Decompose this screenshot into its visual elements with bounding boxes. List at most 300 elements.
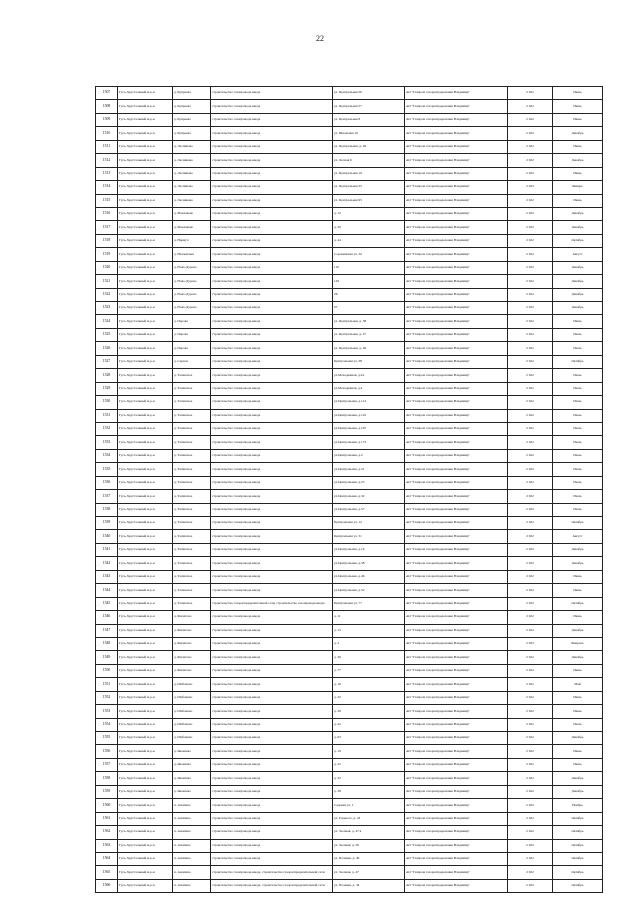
- table-row: [96, 355, 603, 368]
- table-row: [96, 758, 603, 771]
- num-cell: 1565: [96, 866, 118, 879]
- work-cell: строительство газопровода-ввода: [211, 732, 333, 745]
- operator-cell: АО "Газпром газораспределение Владимир": [405, 705, 508, 718]
- work-cell: строительство газопровода-ввода: [211, 718, 333, 731]
- num-cell: 1537: [96, 490, 118, 503]
- year-cell: 2 022: [508, 758, 553, 771]
- year-cell: 2 022: [508, 691, 553, 704]
- settlement-cell: д. Лесниково: [173, 181, 211, 194]
- table-row: [96, 812, 603, 825]
- num-cell: 1535: [96, 463, 118, 476]
- year-cell: 2 022: [508, 449, 553, 462]
- address-cell: ул. Центральная, д. 38: [333, 315, 405, 328]
- table-row: [96, 678, 603, 691]
- work-cell: строительство газопровода-ввода, строительство газораспределительной сети: [211, 866, 333, 879]
- num-cell: 1560: [96, 799, 118, 812]
- month-cell: Октябрь: [553, 852, 603, 865]
- work-cell: строительство газопровода-ввода: [211, 87, 333, 100]
- work-cell: строительство газопровода-ввода: [211, 705, 333, 718]
- operator-cell: АО "Газпром газораспределение Владимир": [405, 718, 508, 731]
- table-row: [96, 543, 603, 556]
- settlement-cell: д. Тасинское: [173, 396, 211, 409]
- operator-cell: АО "Газпром газораспределение Владимир": [405, 261, 508, 274]
- table-row: [96, 100, 603, 113]
- year-cell: 2 022: [508, 597, 553, 610]
- operator-cell: АО "Газпром газораспределение Владимир": [405, 342, 508, 355]
- municipality-cell: Гусь-Хрустальный м.р-н: [118, 570, 173, 583]
- operator-cell: АО "Газпром газораспределение Владимир": [405, 113, 508, 126]
- work-cell: строительство газопровода-ввода: [211, 543, 333, 556]
- settlement-cell: п. Анопино: [173, 866, 211, 879]
- address-cell: 145: [333, 275, 405, 288]
- operator-cell: АО "Газпром газораспределение Владимир": [405, 651, 508, 664]
- table-row: [96, 879, 603, 892]
- address-cell: ул.Центральная, д.46: [333, 570, 405, 583]
- operator-cell: АО "Газпром газораспределение Владимир": [405, 422, 508, 435]
- table-row: [96, 181, 603, 194]
- municipality-cell: Гусь-Хрустальный м.р-н: [118, 557, 173, 570]
- municipality-cell: Гусь-Хрустальный м.р-н: [118, 503, 173, 516]
- address-cell: д. 63: [333, 732, 405, 745]
- num-cell: 1538: [96, 503, 118, 516]
- settlement-cell: д. Купреево: [173, 127, 211, 140]
- operator-cell: АО "Газпром газораспределение Владимир": [405, 691, 508, 704]
- settlement-cell: д. Сергеи: [173, 355, 211, 368]
- settlement-cell: д. Ново-Дурово: [173, 261, 211, 274]
- num-cell: 1539: [96, 517, 118, 530]
- table-body: [96, 87, 603, 893]
- year-cell: 2 022: [508, 422, 553, 435]
- municipality-cell: Гусь-Хрустальный м.р-н: [118, 678, 173, 691]
- work-cell: строительство газопровода-ввода: [211, 140, 333, 153]
- year-cell: 2 022: [508, 705, 553, 718]
- table-row: [96, 248, 603, 261]
- month-cell: Декабрь: [553, 624, 603, 637]
- month-cell: Июль: [553, 436, 603, 449]
- month-cell: Октябрь: [553, 812, 603, 825]
- month-cell: Июль: [553, 382, 603, 395]
- work-cell: строительство газопровода-ввода: [211, 758, 333, 771]
- num-cell: 1524: [96, 315, 118, 328]
- settlement-cell: д. Шабаново: [173, 691, 211, 704]
- year-cell: 2 022: [508, 490, 553, 503]
- settlement-cell: д. Нечаевская: [173, 248, 211, 261]
- work-cell: строительство газопровода-ввода: [211, 288, 333, 301]
- municipality-cell: Гусь-Хрустальный м.р-н: [118, 826, 173, 839]
- address-cell: ул. Центральная 95: [333, 194, 405, 207]
- num-cell: 1508: [96, 100, 118, 113]
- settlement-cell: д. Филатово: [173, 611, 211, 624]
- num-cell: 1515: [96, 194, 118, 207]
- month-cell: Декабрь: [553, 261, 603, 274]
- operator-cell: АО "Газпром газораспределение Владимир": [405, 866, 508, 879]
- address-cell: ул. Центральная 8: [333, 113, 405, 126]
- work-cell: строительство газопровода-ввода: [211, 624, 333, 637]
- year-cell: 2 022: [508, 207, 553, 220]
- operator-cell: АО "Газпром газораспределение Владимир": [405, 181, 508, 194]
- work-cell: строительство газопровода-ввода: [211, 584, 333, 597]
- year-cell: 2 022: [508, 87, 553, 100]
- municipality-cell: Гусь-Хрустальный м.р-н: [118, 449, 173, 462]
- work-cell: строительство газопровода-ввода: [211, 221, 333, 234]
- operator-cell: АО "Газпром газораспределение Владимир": [405, 382, 508, 395]
- municipality-cell: Гусь-Хрустальный м.р-н: [118, 852, 173, 865]
- operator-cell: АО "Газпром газораспределение Владимир": [405, 463, 508, 476]
- year-cell: 2 022: [508, 866, 553, 879]
- year-cell: 2 022: [508, 503, 553, 516]
- month-cell: Июнь: [553, 100, 603, 113]
- address-cell: ул. Заочная, д. 47: [333, 866, 405, 879]
- num-cell: 1536: [96, 476, 118, 489]
- num-cell: 1525: [96, 328, 118, 341]
- month-cell: Июнь: [553, 611, 603, 624]
- work-cell: строительство газопровода-ввода: [211, 328, 333, 341]
- operator-cell: АО "Газпром газораспределение Владимир": [405, 799, 508, 812]
- municipality-cell: Гусь-Хрустальный м.р-н: [118, 261, 173, 274]
- table-row: [96, 637, 603, 650]
- operator-cell: АО "Газпром газораспределение Владимир": [405, 611, 508, 624]
- operator-cell: АО "Газпром газораспределение Владимир": [405, 127, 508, 140]
- table-row: [96, 664, 603, 677]
- table-row: [96, 490, 603, 503]
- address-cell: д. 32: [333, 691, 405, 704]
- operator-cell: АО "Газпром газораспределение Владимир": [405, 785, 508, 798]
- year-cell: 2 022: [508, 369, 553, 382]
- settlement-cell: д. Филатово: [173, 637, 211, 650]
- address-cell: д. 12: [333, 207, 405, 220]
- month-cell: Июль: [553, 718, 603, 731]
- work-cell: строительство газопровода-ввода: [211, 355, 333, 368]
- operator-cell: АО "Газпром газораспределение Владимир": [405, 732, 508, 745]
- month-cell: Октябрь: [553, 517, 603, 530]
- year-cell: 2 022: [508, 785, 553, 798]
- settlement-cell: д. Лесниково: [173, 167, 211, 180]
- table-row: [96, 584, 603, 597]
- address-cell: ул.Центральная, д.23: [333, 476, 405, 489]
- operator-cell: АО "Газпром газораспределение Владимир": [405, 758, 508, 771]
- operator-cell: АО "Газпром газораспределение Владимир": [405, 234, 508, 247]
- year-cell: 2 022: [508, 275, 553, 288]
- work-cell: строительство газопровода-ввода: [211, 396, 333, 409]
- operator-cell: АО "Газпром газораспределение Владимир": [405, 167, 508, 180]
- month-cell: Декабрь: [553, 772, 603, 785]
- year-cell: 2 023: [508, 637, 553, 650]
- address-cell: д. 38: [333, 785, 405, 798]
- settlement-cell: д. Маклаково: [173, 207, 211, 220]
- municipality-cell: Гусь-Хрустальный м.р-н: [118, 315, 173, 328]
- settlement-cell: д. Ново-Дурово: [173, 288, 211, 301]
- table-row: [96, 127, 603, 140]
- num-cell: 1548: [96, 637, 118, 650]
- table-row: [96, 275, 603, 288]
- operator-cell: АО "Газпром газораспределение Владимир": [405, 664, 508, 677]
- num-cell: 1526: [96, 342, 118, 355]
- settlement-cell: д. Шабаново: [173, 718, 211, 731]
- year-cell: 2 022: [508, 879, 553, 892]
- month-cell: Июль: [553, 476, 603, 489]
- settlement-cell: д. Шабаново: [173, 705, 211, 718]
- municipality-cell: Гусь-Хрустальный м.р-н: [118, 288, 173, 301]
- num-cell: 1566: [96, 879, 118, 892]
- month-cell: Июнь: [553, 140, 603, 153]
- year-cell: 2 022: [508, 154, 553, 167]
- work-cell: строительство газопровода-ввода: [211, 194, 333, 207]
- operator-cell: АО "Газпром газораспределение Владимир": [405, 154, 508, 167]
- table-row: [96, 530, 603, 543]
- table-row: [96, 624, 603, 637]
- municipality-cell: Гусь-Хрустальный м.р-н: [118, 355, 173, 368]
- operator-cell: АО "Газпром газораспределение Владимир": [405, 436, 508, 449]
- num-cell: 1542: [96, 557, 118, 570]
- municipality-cell: Гусь-Хрустальный м.р-н: [118, 745, 173, 758]
- month-cell: Декабрь: [553, 127, 603, 140]
- num-cell: 1561: [96, 812, 118, 825]
- year-cell: 2 022: [508, 852, 553, 865]
- table-row: [96, 396, 603, 409]
- num-cell: 1554: [96, 718, 118, 731]
- operator-cell: АО "Газпром газораспределение Владимир": [405, 409, 508, 422]
- month-cell: Июнь: [553, 113, 603, 126]
- settlement-cell: д. Тасинское: [173, 503, 211, 516]
- operator-cell: АО "Газпром газораспределение Владимир": [405, 194, 508, 207]
- month-cell: Октябрь: [553, 866, 603, 879]
- month-cell: Декабрь: [553, 732, 603, 745]
- table-row: [96, 315, 603, 328]
- month-cell: Июль: [553, 328, 603, 341]
- address-cell: ул.Центральная, д.21: [333, 463, 405, 476]
- operator-cell: АО "Газпром газораспределение Владимир": [405, 852, 508, 865]
- num-cell: 1510: [96, 127, 118, 140]
- year-cell: 2 022: [508, 463, 553, 476]
- year-cell: 2 022: [508, 355, 553, 368]
- address-cell: ул. Центральная, д. 49: [333, 140, 405, 153]
- address-cell: ул. Центральная 57: [333, 100, 405, 113]
- num-cell: 1544: [96, 584, 118, 597]
- municipality-cell: Гусь-Хрустальный м.р-н: [118, 732, 173, 745]
- settlement-cell: п. Анопино: [173, 839, 211, 852]
- municipality-cell: Гусь-Хрустальный м.р-н: [118, 799, 173, 812]
- year-cell: 2 022: [508, 611, 553, 624]
- table-row: [96, 328, 603, 341]
- year-cell: 2 022: [508, 127, 553, 140]
- month-cell: Июнь: [553, 570, 603, 583]
- operator-cell: АО "Газпром газораспределение Владимир": [405, 369, 508, 382]
- settlement-cell: д. Тасинское: [173, 557, 211, 570]
- month-cell: Июль: [553, 422, 603, 435]
- work-cell: строительство газопровода-ввода: [211, 812, 333, 825]
- work-cell: строительство газопровода-ввода: [211, 342, 333, 355]
- settlement-cell: д. Тасинское: [173, 597, 211, 610]
- operator-cell: АО "Газпром газораспределение Владимир": [405, 637, 508, 650]
- address-cell: ул. Школьная 16: [333, 127, 405, 140]
- table-row: [96, 517, 603, 530]
- municipality-cell: Гусь-Хрустальный м.р-н: [118, 328, 173, 341]
- address-cell: Центральная ул, 77: [333, 597, 405, 610]
- work-cell: строительство газопровода-ввода: [211, 839, 333, 852]
- num-cell: 1528: [96, 369, 118, 382]
- address-cell: 26: [333, 288, 405, 301]
- municipality-cell: Гусь-Хрустальный м.р-н: [118, 691, 173, 704]
- municipality-cell: Гусь-Хрустальный м.р-н: [118, 154, 173, 167]
- month-cell: Январь: [553, 181, 603, 194]
- municipality-cell: Гусь-Хрустальный м.р-н: [118, 879, 173, 892]
- table-row: [96, 261, 603, 274]
- work-cell: строительство газопровода-ввода: [211, 826, 333, 839]
- address-cell: ул.Центральная, д.114: [333, 396, 405, 409]
- month-cell: Декабрь: [553, 543, 603, 556]
- work-cell: строительство газопровода-ввода: [211, 745, 333, 758]
- work-cell: строительство газопровода-ввода: [211, 678, 333, 691]
- num-cell: 1514: [96, 181, 118, 194]
- work-cell: строительство газопровода-ввода: [211, 382, 333, 395]
- municipality-cell: Гусь-Хрустальный м.р-н: [118, 113, 173, 126]
- address-cell: 67: [333, 302, 405, 315]
- work-cell: строительство газопровода-ввода: [211, 530, 333, 543]
- num-cell: 1518: [96, 234, 118, 247]
- month-cell: Декабрь: [553, 302, 603, 315]
- operator-cell: АО "Газпром газораспределение Владимир": [405, 396, 508, 409]
- municipality-cell: Гусь-Хрустальный м.р-н: [118, 530, 173, 543]
- year-cell: 2 022: [508, 396, 553, 409]
- num-cell: 1532: [96, 422, 118, 435]
- operator-cell: АО "Газпром газораспределение Владимир": [405, 503, 508, 516]
- month-cell: Июль: [553, 449, 603, 462]
- settlement-cell: д. Тасинское: [173, 476, 211, 489]
- num-cell: 1559: [96, 785, 118, 798]
- settlement-cell: д. Перово: [173, 328, 211, 341]
- municipality-cell: Гусь-Хрустальный м.р-н: [118, 651, 173, 664]
- year-cell: 2 022: [508, 732, 553, 745]
- month-cell: Декабрь: [553, 651, 603, 664]
- table-row: [96, 611, 603, 624]
- settlement-cell: д. Шабаново: [173, 678, 211, 691]
- work-cell: строительство газопровода-ввода: [211, 100, 333, 113]
- address-cell: ул. Горького, д. 43: [333, 812, 405, 825]
- address-cell: Центральная ул, 38: [333, 355, 405, 368]
- municipality-cell: Гусь-Хрустальный м.р-н: [118, 207, 173, 220]
- work-cell: строительство газопровода-ввода: [211, 449, 333, 462]
- table-row: [96, 476, 603, 489]
- settlement-cell: п. Анопино: [173, 826, 211, 839]
- municipality-cell: Гусь-Хрустальный м.р-н: [118, 127, 173, 140]
- month-cell: Июль: [553, 490, 603, 503]
- year-cell: 2 022: [508, 651, 553, 664]
- year-cell: 2 022: [508, 436, 553, 449]
- year-cell: 2 022: [508, 543, 553, 556]
- municipality-cell: Гусь-Хрустальный м.р-н: [118, 221, 173, 234]
- municipality-cell: Гусь-Хрустальный м.р-н: [118, 812, 173, 825]
- table-row: [96, 597, 603, 610]
- work-cell: строительство газопровода-ввода: [211, 127, 333, 140]
- address-cell: ул. Заочная, д. 56: [333, 839, 405, 852]
- year-cell: 2 022: [508, 557, 553, 570]
- work-cell: строительство газопровода-ввода: [211, 490, 333, 503]
- year-cell: 2 022: [508, 409, 553, 422]
- month-cell: Июнь: [553, 194, 603, 207]
- num-cell: 1512: [96, 154, 118, 167]
- work-cell: строительство газопровода-ввода: [211, 691, 333, 704]
- year-cell: 2 022: [508, 100, 553, 113]
- year-cell: 2 022: [508, 288, 553, 301]
- municipality-cell: Гусь-Хрустальный м.р-н: [118, 369, 173, 382]
- table-row: [96, 651, 603, 664]
- table-row: [96, 852, 603, 865]
- num-cell: 1563: [96, 839, 118, 852]
- month-cell: Октябрь: [553, 355, 603, 368]
- settlement-cell: д. Нармуч: [173, 234, 211, 247]
- municipality-cell: Гусь-Хрустальный м.р-н: [118, 517, 173, 530]
- operator-cell: АО "Газпром газораспределение Владимир": [405, 248, 508, 261]
- operator-cell: АО "Газпром газораспределение Владимир": [405, 221, 508, 234]
- operator-cell: АО "Газпром газораспределение Владимир": [405, 449, 508, 462]
- month-cell: Октябрь: [553, 879, 603, 892]
- year-cell: 2 022: [508, 328, 553, 341]
- month-cell: Февраль: [553, 637, 603, 650]
- settlement-cell: д. Яковлево: [173, 785, 211, 798]
- year-cell: 2 023: [508, 181, 553, 194]
- table-row: [96, 503, 603, 516]
- num-cell: 1547: [96, 624, 118, 637]
- work-cell: строительство газопровода-ввода: [211, 369, 333, 382]
- month-cell: Июнь: [553, 87, 603, 100]
- municipality-cell: Гусь-Хрустальный м.р-н: [118, 396, 173, 409]
- settlement-cell: д. Тасинское: [173, 369, 211, 382]
- address-cell: д. 44: [333, 234, 405, 247]
- year-cell: 2 022: [508, 718, 553, 731]
- address-cell: ул.Молодежная, д.4: [333, 382, 405, 395]
- month-cell: Декабрь: [553, 221, 603, 234]
- year-cell: 2 022: [508, 839, 553, 852]
- table-row: [96, 369, 603, 382]
- work-cell: строительство газопровода-ввода: [211, 167, 333, 180]
- work-cell: строительство газопровода-ввода: [211, 637, 333, 650]
- settlement-cell: д. Купреево: [173, 100, 211, 113]
- settlement-cell: д. Тасинское: [173, 570, 211, 583]
- settlement-cell: д. Яковлево: [173, 758, 211, 771]
- table-row: [96, 436, 603, 449]
- table-row: [96, 422, 603, 435]
- municipality-cell: Гусь-Хрустальный м.р-н: [118, 664, 173, 677]
- settlement-cell: д. Перово: [173, 342, 211, 355]
- year-cell: 2 022: [508, 812, 553, 825]
- operator-cell: АО "Газпром газораспределение Владимир": [405, 476, 508, 489]
- work-cell: строительство газопровода-ввода: [211, 113, 333, 126]
- month-cell: Октябрь: [553, 597, 603, 610]
- month-cell: Октябрь: [553, 826, 603, 839]
- num-cell: 1516: [96, 207, 118, 220]
- year-cell: 2 022: [508, 382, 553, 395]
- year-cell: 2 022: [508, 476, 553, 489]
- operator-cell: АО "Газпром газораспределение Владимир": [405, 530, 508, 543]
- month-cell: Июль: [553, 342, 603, 355]
- municipality-cell: Гусь-Хрустальный м.р-н: [118, 422, 173, 435]
- settlement-cell: д. Тасинское: [173, 530, 211, 543]
- year-cell: 2 022: [508, 234, 553, 247]
- address-cell: ул.Центральная, д.2: [333, 449, 405, 462]
- settlement-cell: д. Тасинское: [173, 436, 211, 449]
- address-cell: ул.Центральная, д.16: [333, 543, 405, 556]
- operator-cell: АО "Газпром газораспределение Владимир": [405, 772, 508, 785]
- address-cell: ул. Заочная, д. 47 в: [333, 826, 405, 839]
- work-cell: строительство газопровода-ввода: [211, 664, 333, 677]
- municipality-cell: Гусь-Хрустальный м.р-н: [118, 718, 173, 731]
- settlement-cell: д. Купреево: [173, 113, 211, 126]
- work-cell: строительство газопровода-ввода: [211, 651, 333, 664]
- year-cell: 2 022: [508, 342, 553, 355]
- year-cell: 2 022: [508, 664, 553, 677]
- work-cell: строительство газопровода-ввода, строительство газораспределительной сети: [211, 879, 333, 892]
- table-row: [96, 570, 603, 583]
